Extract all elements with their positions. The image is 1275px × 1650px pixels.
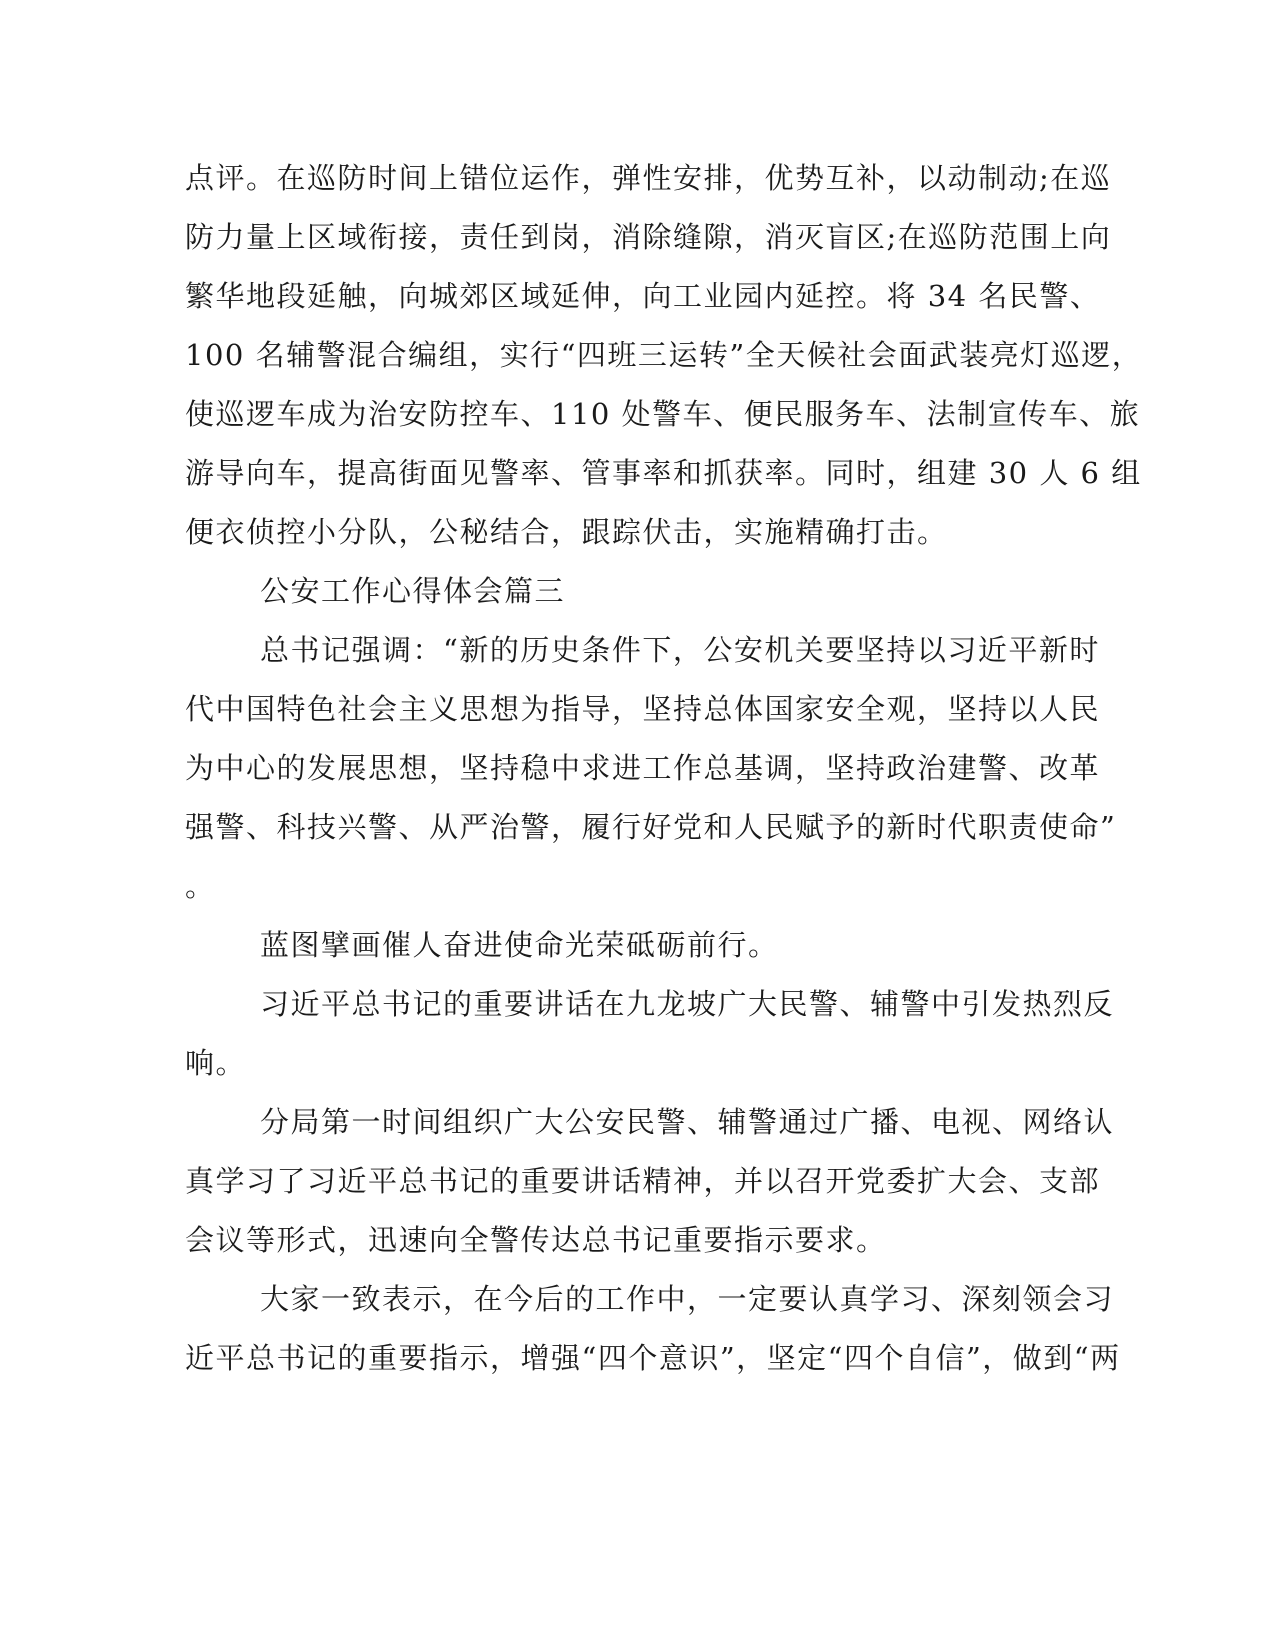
text-line: 蓝图擘画催人奋进使命光荣砥砺前行。 xyxy=(260,928,779,962)
text-line: 强警、科技兴警、从严治警，履行好党和人民赋予的新时代职责使命” xyxy=(185,810,1117,844)
text-line: 会议等形式，迅速向全警传达总书记重要指示要求。 xyxy=(185,1223,887,1257)
text-line: 总书记强调：“新的历史条件下，公安机关要坚持以习近平新时 xyxy=(260,633,1100,667)
text-line: 点评。在巡防时间上错位运作，弹性安排，优势互补，以动制动;在巡 xyxy=(185,161,1112,195)
section-heading: 公安工作心得体会篇三 xyxy=(260,574,566,608)
text-line: 100 名辅警混合编组，实行“四班三运转”全天候社会面武装亮灯巡逻， xyxy=(185,338,1143,372)
text-line: 繁华地段延触，向城郊区域延伸，向工业园内延控。将 34 名民警、 xyxy=(185,279,1101,313)
text-line: 使巡逻车成为治安防控车、110 处警车、便民服务车、法制宣传车、旅 xyxy=(185,397,1141,431)
text-line: 习近平总书记的重要讲话在九龙坡广大民警、辅警中引发热烈反 xyxy=(260,987,1115,1021)
text-line: 防力量上区域衔接，责任到岗，消除缝隙，消灭盲区;在巡防范围上向 xyxy=(185,220,1112,254)
text-line: 代中国特色社会主义思想为指导，坚持总体国家安全观，坚持以人民 xyxy=(185,692,1101,726)
text-line: 。 xyxy=(185,869,216,903)
text-line: 为中心的发展思想，坚持稳中求进工作总基调，坚持政治建警、改革 xyxy=(185,751,1101,785)
text-line: 游导向车，提高街面见警率、管事率和抓获率。同时，组建 30 人 6 组 xyxy=(185,456,1142,490)
text-line: 响。 xyxy=(185,1046,247,1080)
text-line: 大家一致表示，在今后的工作中，一定要认真学习、深刻领会习 xyxy=(260,1282,1115,1316)
text-line: 真学习了习近平总书记的重要讲话精神，并以召开党委扩大会、支部 xyxy=(185,1164,1101,1198)
text-line: 分局第一时间组织广大公安民警、辅警通过广播、电视、网络认 xyxy=(260,1105,1115,1139)
text-line: 便衣侦控小分队，公秘结合，跟踪伏击，实施精确打击。 xyxy=(185,515,948,549)
text-line: 近平总书记的重要指示，增强“四个意识”，坚定“四个自信”，做到“两 xyxy=(185,1341,1121,1375)
